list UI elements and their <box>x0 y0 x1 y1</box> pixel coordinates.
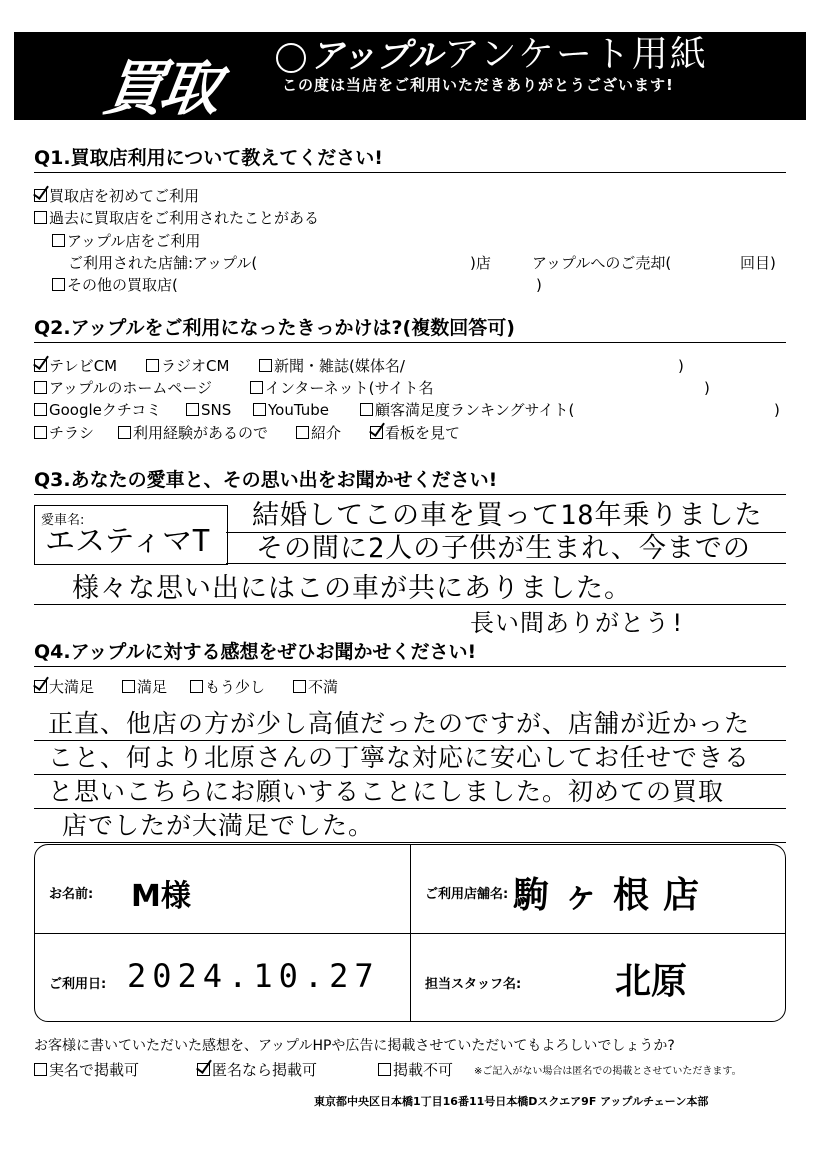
q1-opt-apple[interactable] <box>52 231 200 251</box>
q1-store-suffix: )店 <box>470 254 491 272</box>
consent-note: ※ご記入がない場合は匿名での掲載とさせていただきます。 <box>474 1066 742 1077</box>
kaitori-logo-text: 買取 <box>99 54 221 124</box>
q4-dissatisfied-label: 不満 <box>308 678 339 696</box>
q2-google-label: Googleクチコミ <box>49 401 162 419</box>
q2-news-close: ) <box>678 357 684 375</box>
checkbox[interactable] <box>34 1063 47 1076</box>
q4-satisfied-label: 満足 <box>137 678 168 696</box>
q2-tv-label: テレビCM <box>49 357 118 375</box>
apple-logo <box>276 34 442 78</box>
consent-anon[interactable] <box>197 1060 317 1080</box>
q4-very[interactable] <box>34 677 94 697</box>
store-value[interactable]: 駒ヶ根店 <box>513 875 714 916</box>
q4-comment-line-4: 店でしたが大満足でした。 <box>62 811 375 840</box>
q1-sale-count-label: アップルへのご売却( <box>532 254 672 272</box>
q2-rule <box>34 342 786 343</box>
q2-sign[interactable] <box>370 423 460 443</box>
name-value[interactable]: M様 <box>131 879 191 914</box>
q2-ranking-label: 顧客満足度ランキングサイト( <box>375 401 575 419</box>
q2-sns[interactable] <box>186 400 231 420</box>
q2-intro-label: 紹介 <box>311 424 342 442</box>
q4-satisfied[interactable] <box>122 677 167 697</box>
q2-flyer[interactable] <box>34 423 94 443</box>
page-subtitle: この度は当店をご利用いただきありがとうございます! <box>282 76 674 94</box>
q3-memory-line-1: 結婚してこの車を買って18年乗りました <box>252 500 763 531</box>
q1-opt-apple-label: アップル店をご利用 <box>67 232 201 250</box>
q1-opt-other-close: ) <box>536 276 542 294</box>
checkbox[interactable] <box>122 680 135 693</box>
checkbox[interactable] <box>296 426 309 439</box>
q1-title: Q1.買取店利用について教えてください! <box>34 147 383 169</box>
checkbox[interactable] <box>186 403 199 416</box>
q2-hp-label: アップルのホームページ <box>49 379 213 397</box>
q1-sale-count-suffix: 回目) <box>740 254 776 272</box>
checkbox[interactable] <box>146 359 159 372</box>
q4-rule <box>34 666 786 667</box>
consent-anon-label: 匿名なら掲載可 <box>212 1061 318 1079</box>
q2-google[interactable] <box>34 400 161 420</box>
checkbox[interactable] <box>52 234 65 247</box>
store-label: ご利用店舗名: <box>425 887 509 902</box>
car-name-label: 愛車名: <box>41 513 85 528</box>
car-name-value: エスティマT <box>45 524 211 559</box>
q4-more[interactable] <box>190 677 265 697</box>
q2-youtube-label: YouTube <box>268 401 329 419</box>
q2-internet[interactable] <box>250 378 433 398</box>
checkbox[interactable] <box>34 403 47 416</box>
checkbox[interactable] <box>190 680 203 693</box>
q2-sns-label: SNS <box>201 401 232 419</box>
checkbox-checked[interactable] <box>34 359 47 372</box>
checkbox[interactable] <box>360 403 373 416</box>
q4-more-label: もう少し <box>205 678 266 696</box>
name-label: お名前: <box>49 887 94 902</box>
q4-dissatisfied[interactable] <box>293 677 338 697</box>
customer-info-box <box>34 844 786 1022</box>
q2-news[interactable] <box>259 356 405 376</box>
q1-opt-first[interactable] <box>34 186 199 206</box>
q1-rule <box>34 172 786 173</box>
checkbox[interactable] <box>34 426 47 439</box>
checkbox[interactable] <box>34 381 47 394</box>
q2-youtube[interactable] <box>253 400 329 420</box>
consent-real[interactable] <box>34 1060 139 1080</box>
checkbox[interactable] <box>118 426 131 439</box>
q3-memory-line-3: 様々な思い出にはこの車が共にありました。 <box>72 573 632 604</box>
car-name-box[interactable] <box>34 505 228 565</box>
checkbox[interactable] <box>378 1063 391 1076</box>
info-horizontal-divider <box>35 933 785 934</box>
q4-comment-line-3: と思いこちらにお願いすることにしました。初めての買取 <box>48 777 725 806</box>
q2-tv[interactable] <box>34 356 117 376</box>
q2-internet-label: インターネット(サイト名 <box>265 379 434 397</box>
q1-opt-other-label: その他の買取店( <box>67 276 178 294</box>
q1-opt-other[interactable] <box>52 275 178 295</box>
q4-comment-line-2: こと、何より北原さんの丁寧な対応に安心してお任せできる <box>48 743 751 772</box>
header-banner <box>14 32 806 124</box>
q4-comment-line-1: 正直、他店の方が少し高値だったのですが、店舗が近かった <box>48 709 751 738</box>
q2-title: Q2.アップルをご利用になったきっかけは?(複数回答可) <box>34 317 515 339</box>
q2-sign-label: 看板を見て <box>385 424 461 442</box>
staff-label: 担当スタッフ名: <box>425 977 522 992</box>
date-label: ご利用日: <box>49 977 107 992</box>
apple-logo-text: アップル <box>310 36 443 76</box>
q2-experience[interactable] <box>118 423 268 443</box>
q1-opt-past-label: 過去に買取店をご利用されたことがある <box>49 209 320 227</box>
q4-title: Q4.アップルに対する感想をぜひお聞かせください! <box>34 641 477 663</box>
checkbox-checked[interactable] <box>34 680 47 693</box>
q2-radio[interactable] <box>146 356 229 376</box>
staff-value[interactable]: 北原 <box>615 961 688 1002</box>
q2-radio-label: ラジオCM <box>161 357 230 375</box>
q3-memory-line-4: 長い間ありがとう! <box>470 609 686 637</box>
checkbox[interactable] <box>52 278 65 291</box>
checkbox-checked[interactable] <box>370 426 383 439</box>
q2-news-label: 新聞・雑誌(媒体名/ <box>274 357 405 375</box>
q2-ranking-close: ) <box>774 401 780 419</box>
q2-experience-label: 利用経験があるので <box>133 424 269 442</box>
checkbox[interactable] <box>250 381 263 394</box>
apple-logo-icon <box>276 43 306 73</box>
q2-ranking[interactable] <box>360 400 574 420</box>
q3-memory-line-2: その間に2人の子供が生まれ、今までの <box>256 533 751 564</box>
q1-opt-past[interactable] <box>34 208 319 228</box>
checkbox[interactable] <box>259 359 272 372</box>
q2-intro[interactable] <box>296 423 341 443</box>
q3-title: Q3.あなたの愛車と、その思い出をお聞かせください! <box>34 469 498 491</box>
checkbox[interactable] <box>253 403 266 416</box>
footer-address: 東京都中央区日本橋1丁目16番11号日本橋Dスクエア9F アップルチェーン本部 <box>314 1095 709 1108</box>
checkbox[interactable] <box>293 680 306 693</box>
q2-flyer-label: チラシ <box>49 424 95 442</box>
checkbox[interactable] <box>34 211 47 224</box>
consent-real-label: 実名で掲載可 <box>49 1061 140 1079</box>
checkbox-checked[interactable] <box>34 189 47 202</box>
consent-no[interactable] <box>378 1060 453 1080</box>
checkbox-checked[interactable] <box>197 1063 210 1076</box>
consent-no-label: 掲載不可 <box>393 1061 454 1079</box>
date-value[interactable]: 2024.10.27 <box>127 957 380 995</box>
q1-store-label: ご利用された店舗:アップル( <box>68 254 258 272</box>
consent-question: お客様に書いていただいた感想を、アップルHPや広告に掲載させていただいてもよろしいでしょうか? <box>34 1038 675 1054</box>
q2-hp[interactable] <box>34 378 212 398</box>
q1-opt-first-label: 買取店を初めてご利用 <box>49 187 200 205</box>
page-title: アンケート用紙 <box>444 34 708 75</box>
q4-very-label: 大満足 <box>49 678 95 696</box>
q2-internet-close: ) <box>704 379 710 397</box>
q3-rule <box>34 494 786 495</box>
